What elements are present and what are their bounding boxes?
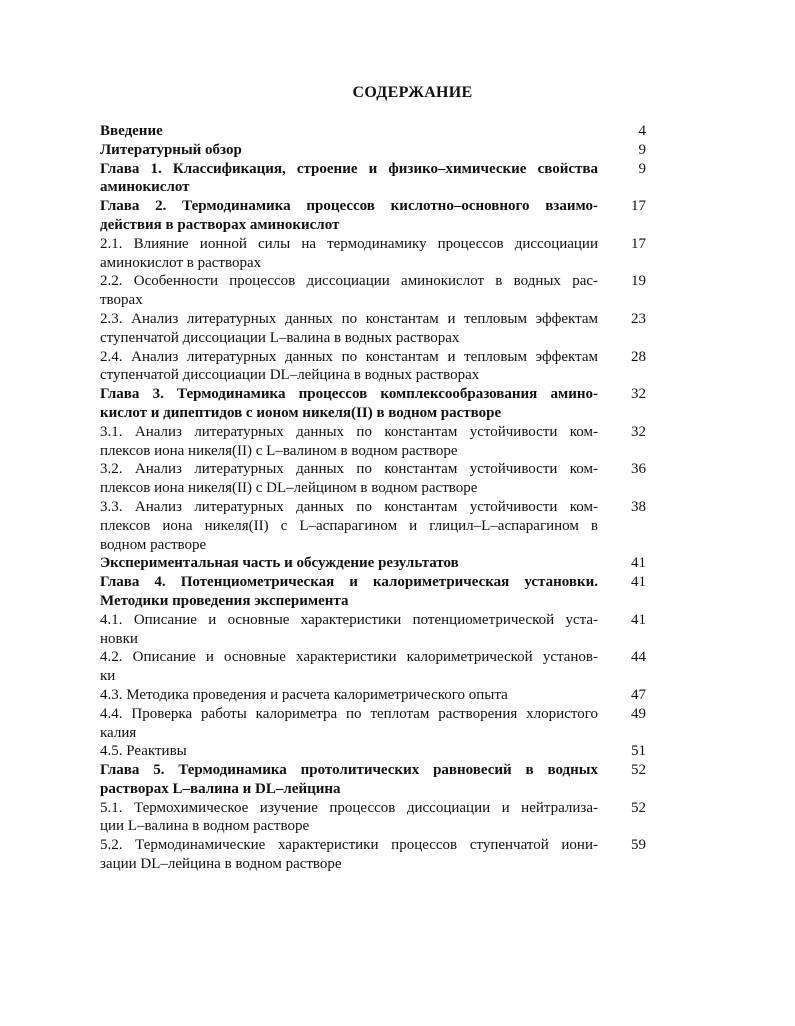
toc-entry: [100, 235, 646, 273]
toc-entry: [100, 742, 646, 761]
toc-entry: [100, 686, 646, 705]
toc-entry-text-line: новки: [100, 630, 138, 647]
toc-entry: [100, 348, 646, 386]
toc-entry-text-line: действия в растворах аминокислот: [100, 216, 340, 233]
toc-entry-text-line: 4.3. Методика проведения и расчета калориметрического опыта: [100, 686, 508, 703]
toc-entry-page-number: 44: [631, 649, 646, 666]
table-of-contents: [100, 122, 646, 874]
toc-entry-text-line: 3.1. Анализ литературных данных по константам устойчивости ком-: [100, 423, 598, 440]
toc-entry-text-line: Глава 5. Термодинамика протолитических равновесий в водных: [100, 762, 598, 779]
toc-entry-text-line: 3.2. Анализ литературных данных по константам устойчивости ком-: [100, 461, 598, 478]
toc-entry: [100, 122, 646, 141]
toc-entry-text-line: ции L–валина в водном растворе: [100, 818, 310, 835]
toc-entry-text-line: 5.2. Термодинамические характеристики процессов ступенчатой иони-: [100, 837, 598, 854]
toc-entry-text-line: 2.1. Влияние ионной силы на термодинамику процессов диссоциации: [100, 235, 598, 252]
toc-entry: [100, 460, 646, 498]
toc-entry: [100, 160, 646, 198]
toc-entry-text-line: Глава 4. Потенциометрическая и калориметрическая установки.: [100, 574, 598, 591]
toc-entry-text-line: плексов иона никеля(II) с L–валином в водном растворе: [100, 442, 458, 459]
toc-entry-text-line: 2.4. Анализ литературных данных по константам и тепловым эффектам: [100, 348, 598, 365]
toc-entry-text-line: 4.1. Описание и основные характеристики потенциометрической уста-: [100, 611, 598, 628]
toc-entry: [100, 141, 646, 160]
toc-entry: [100, 648, 646, 686]
toc-entry-text-line: 5.1. Термохимическое изучение процессов диссоциации и нейтрализа-: [100, 799, 598, 816]
toc-entry-page-number: 9: [638, 141, 646, 158]
toc-entry-text-line: 4.2. Описание и основные характеристики калориметрической установ-: [100, 649, 598, 666]
toc-entry: [100, 554, 646, 573]
toc-entry-page-number: 9: [638, 160, 646, 177]
toc-entry-page-number: 52: [631, 799, 646, 816]
toc-entry-text-line: плексов иона никеля(II) с DL–лейцином в водном растворе: [100, 480, 478, 497]
toc-entry: [100, 836, 646, 874]
toc-entry-page-number: 47: [631, 686, 646, 703]
toc-entry-text-line: кислот и дипептидов с ионом никеля(II) в водном растворе: [100, 404, 502, 421]
toc-entry-page-number: 4: [638, 123, 646, 139]
toc-entry: [100, 385, 646, 423]
toc-entry-page-number: 32: [631, 423, 646, 440]
toc-entry: [100, 705, 646, 743]
toc-entry-page-number: 51: [631, 743, 646, 760]
toc-entry: [100, 573, 646, 611]
toc-entry: [100, 423, 646, 461]
toc-entry-text-line: 4.4. Проверка работы калориметра по теплотам растворения хлористого: [100, 705, 598, 722]
toc-entry-text-line: Экспериментальная часть и обсуждение результатов: [100, 555, 459, 572]
toc-entry-text-line: водном растворе: [100, 536, 207, 553]
toc-entry-text-line: аминокислот в растворах: [100, 254, 262, 271]
page-title: СОДЕРЖАНИЕ: [352, 84, 473, 101]
toc-entry-text-line: плексов иона никеля(II) с L–аспарагином и глицил–L–аспарагином в: [100, 517, 598, 534]
toc-entry-page-number: 36: [631, 461, 646, 478]
toc-entry-text-line: ки: [100, 668, 116, 685]
toc-entry-text-line: зации DL–лейцина в водном растворе: [100, 856, 342, 873]
toc-entry-text-line: Глава 3. Термодинамика процессов комплексообразования амино-: [100, 386, 598, 403]
toc-entry-page-number: 52: [631, 762, 646, 779]
toc-entry: [100, 310, 646, 348]
toc-entry-text-line: 2.3. Анализ литературных данных по константам и тепловым эффектам: [100, 310, 598, 327]
toc-entry-text-line: ступенчатой диссоциации DL–лейцина в водных растворах: [100, 367, 480, 384]
toc-entry-text-line: аминокислот: [100, 179, 190, 196]
toc-entry-page-number: 23: [631, 310, 646, 327]
toc-entry-text-line: растворах L–валина и DL–лейцина: [100, 780, 341, 797]
toc-entry-text-line: Методики проведения эксперимента: [100, 592, 349, 609]
toc-entry-page-number: 17: [631, 235, 646, 252]
toc-entry: [100, 761, 646, 799]
toc-entry-text-line: 3.3. Анализ литературных данных по константам устойчивости ком-: [100, 498, 598, 515]
toc-entry-text-line: ступенчатой диссоциации L–валина в водных растворах: [100, 329, 460, 346]
toc-entry: [100, 611, 646, 649]
toc-entry-page-number: 41: [631, 611, 646, 628]
toc-entry-text-line: Глава 2. Термодинамика процессов кислотно–основного взаимо-: [100, 198, 598, 215]
toc-entry-page-number: 17: [631, 198, 646, 215]
toc-entry-page-number: 49: [631, 705, 646, 722]
toc-entry-text-line: 2.2. Особенности процессов диссоциации аминокислот в водных рас-: [100, 273, 598, 290]
toc-entry-page-number: 41: [631, 574, 646, 591]
toc-entry-text-line: Введение: [100, 123, 163, 139]
toc-entry-text-line: калия: [100, 724, 137, 741]
toc-entry: [100, 272, 646, 310]
toc-entry: [100, 498, 646, 554]
toc-entry-page-number: 28: [631, 348, 646, 365]
toc-entry-text-line: Литературный обзор: [100, 141, 242, 158]
toc-entry: [100, 799, 646, 837]
toc-entry-text-line: 4.5. Реактивы: [100, 743, 187, 760]
toc-entry-page-number: 59: [631, 837, 646, 854]
toc-entry-page-number: 19: [631, 273, 646, 290]
toc-entry-text-line: творах: [100, 292, 143, 309]
toc-entry-page-number: 32: [631, 386, 646, 403]
toc-entry-text-line: Глава 1. Классификация, строение и физико–химические свойства: [100, 160, 598, 177]
toc-entry-page-number: 41: [631, 555, 646, 572]
toc-entry-page-number: 38: [631, 498, 646, 515]
toc-entry: [100, 197, 646, 235]
